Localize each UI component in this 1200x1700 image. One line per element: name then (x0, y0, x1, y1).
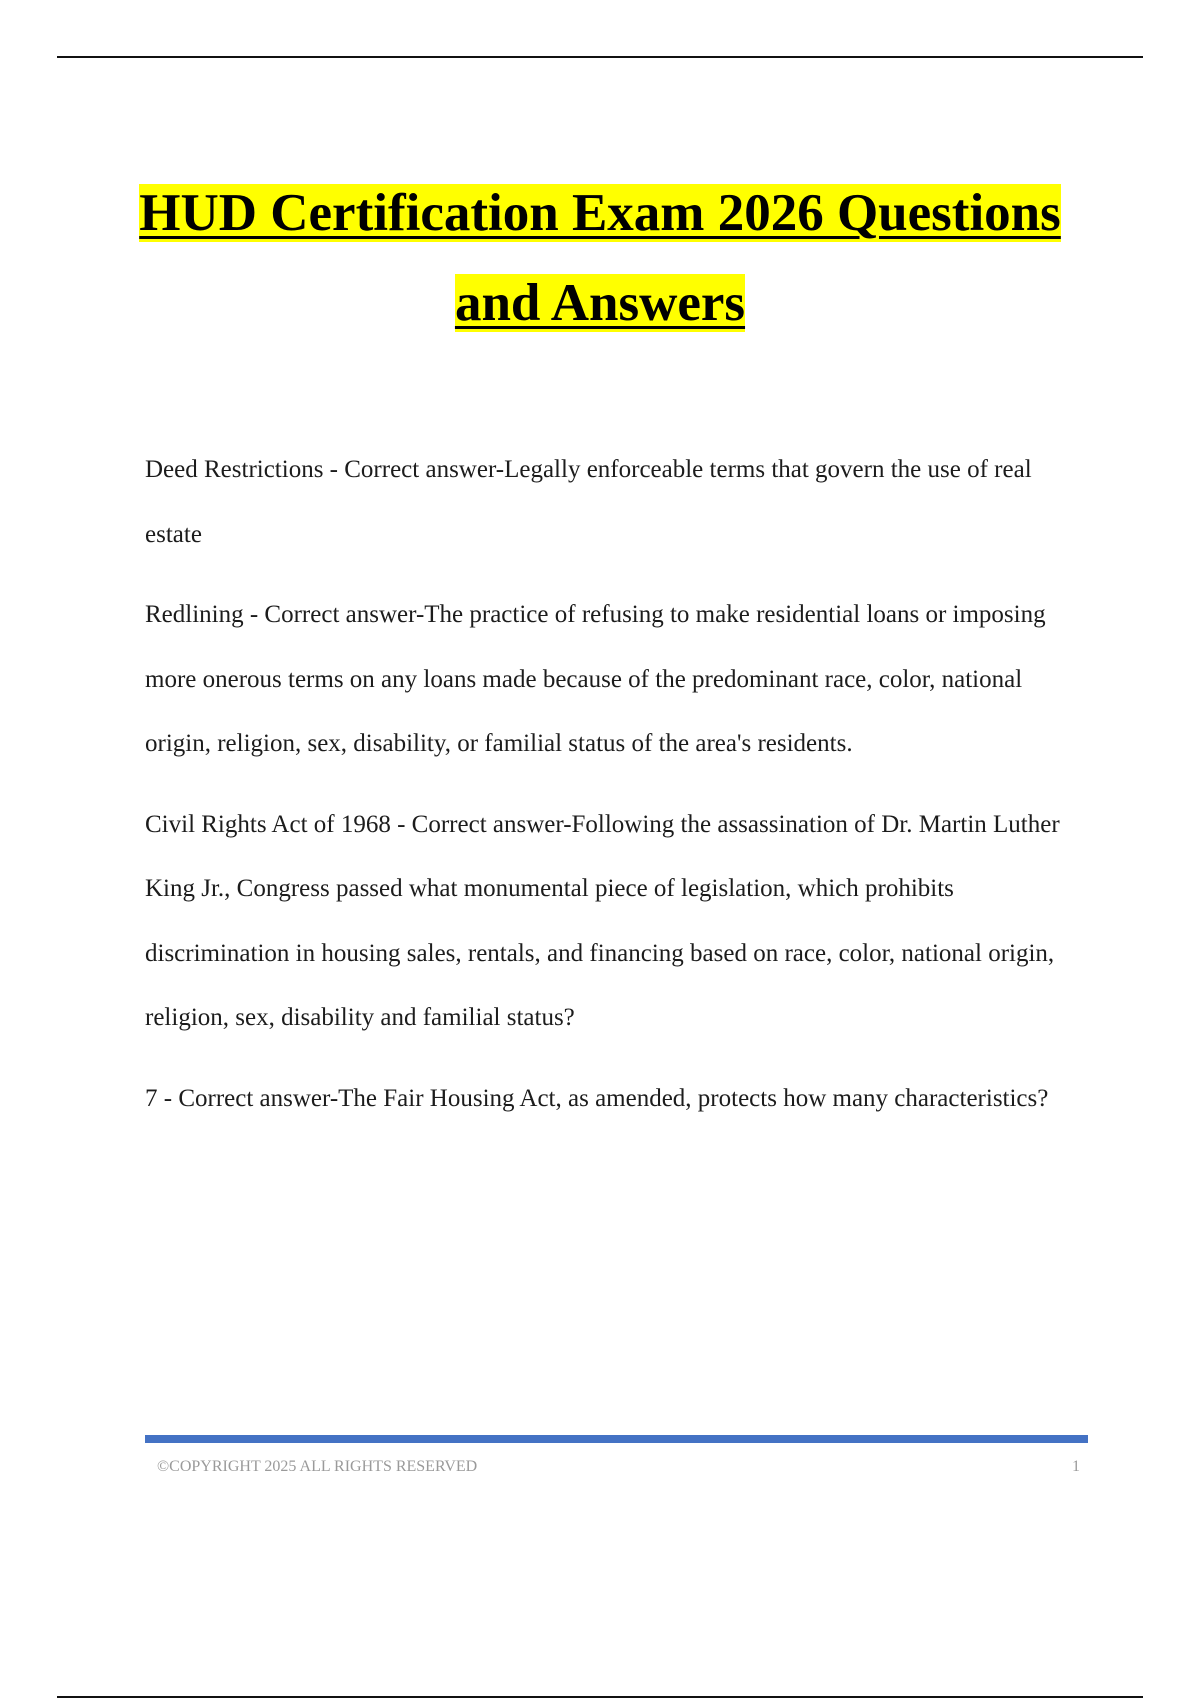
qa-list (145, 438, 1090, 1147)
document-title (100, 168, 1100, 348)
qa-item-deed-restrictions: Deed Restrictions - Correct answer-Legally enforceable terms that govern the use of real estate (145, 456, 1032, 548)
qa-item-civil-rights-act: Civil Rights Act of 1968 - Correct answer-Following the assassination of Dr. Martin Luther King Jr., Congress passed what monumental piece of legislation, which prohibits discrimination in housing sales, rentals, and financing based on race, color, national origin, religion, sex, disability and familial status? (145, 810, 1060, 1031)
qa-item-redlining: Redlining - Correct answer-The practice of refusing to make residential loans or imposing more onerous terms on any loans made because of the predominant race, color, national origin, religion, sex, disability, or familial status of the area's residents. (145, 601, 1046, 757)
footer-bar (145, 1435, 1088, 1443)
title-line-2: and Answers (454, 274, 746, 332)
bottom-rule (57, 1696, 1143, 1698)
footer-copyright: ©COPYRIGHT 2025 ALL RIGHTS RESERVED (157, 1458, 478, 1475)
top-rule (57, 56, 1143, 58)
qa-item-fair-housing-characteristics: 7 - Correct answer-The Fair Housing Act, as amended, protects how many characteristics? (145, 1084, 1049, 1112)
page-number: 1 (1072, 1458, 1080, 1475)
title-line-1: HUD Certification Exam 2026 Questions (139, 184, 1061, 242)
